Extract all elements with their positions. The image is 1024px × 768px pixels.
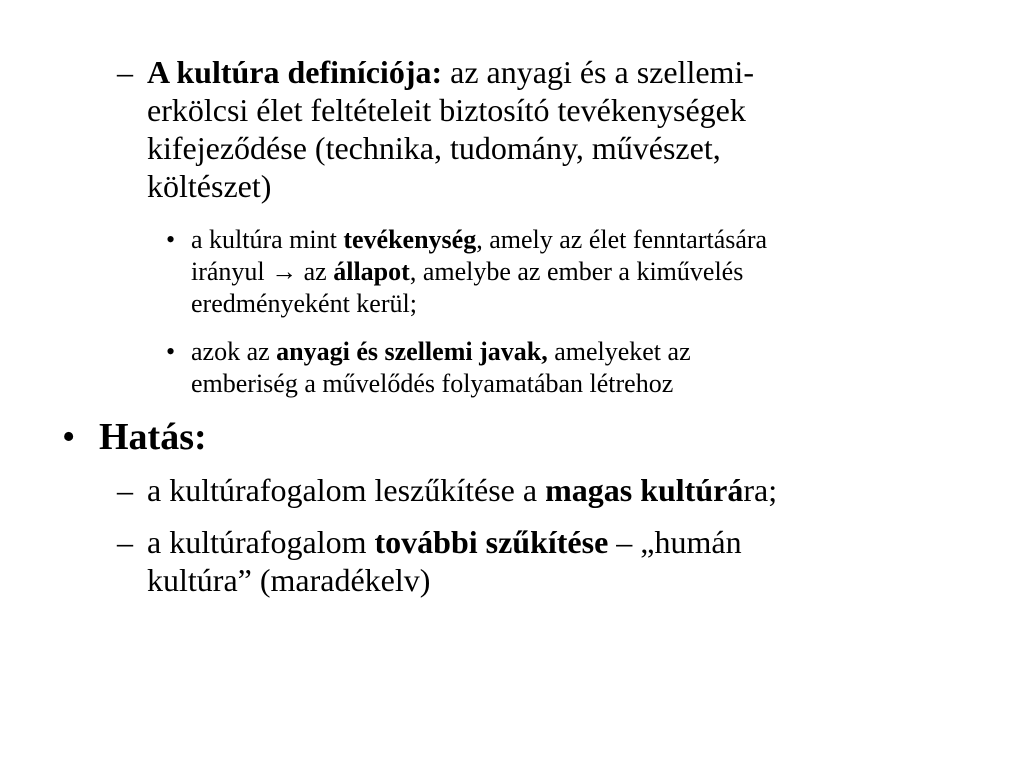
definition-heading: A kultúra definíciója: [147,54,443,90]
sub-bullet-1-line-2: irányul → az állapot, amelybe az ember a kiművelés [191,257,744,286]
definition-line-4: költészet) [147,168,272,204]
definition-line-1: A kultúra definíciója: az anyagi és a szellemi- [147,54,754,90]
hatas-item-1: a kultúrafogalom leszűkítése a magas kultúrára; [147,472,778,508]
definition-line-3: kifejeződése (technika, tudomány, művészet, [147,130,721,166]
bullet-marker: • [166,337,176,366]
definition-line-2: erkölcsi élet feltételeit biztosító tevékenységek [147,92,746,128]
hatas-item-2-line-2: kultúra” (maradékelv) [147,562,431,598]
dash-marker: – [117,524,133,560]
sub-bullet-2-line-2: emberiség a művelődés folyamatában létrehoz [191,369,674,398]
bullet-marker: • [62,416,76,458]
sub-bullet-1-line-1: a kultúra mint tevékenység, amely az élet fenntartására [191,225,768,254]
bullet-marker: • [166,225,176,254]
dash-marker: – [117,54,133,90]
sub-bullet-2-line-1: azok az anyagi és szellemi javak, amelyeket az [191,337,691,366]
sub-bullet-1-line-3: eredményeként kerül; [191,289,417,318]
hatas-heading: Hatás: [99,416,207,458]
dash-marker: – [117,472,133,508]
hatas-item-2-line-1: a kultúrafogalom további szűkítése – „humán [147,524,742,560]
